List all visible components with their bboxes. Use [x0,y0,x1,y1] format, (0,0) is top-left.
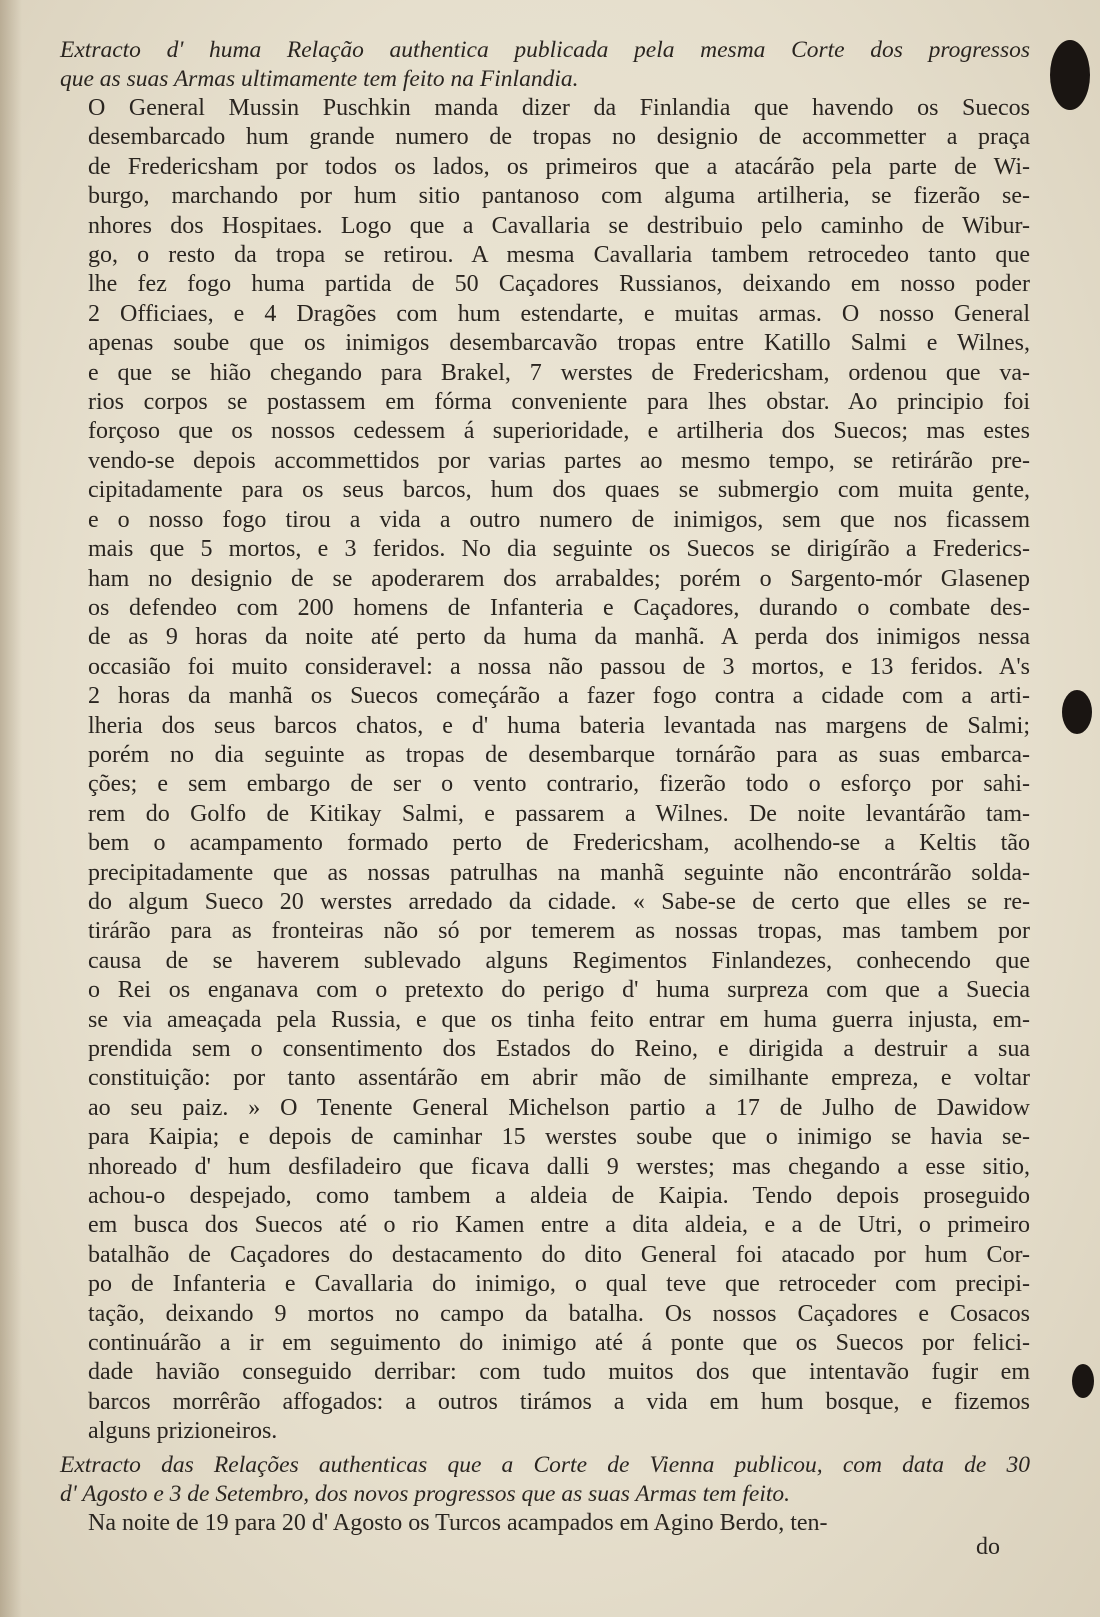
text-line: 2 Officiaes, e 4 Dragões com hum estendarte, e muitas armas. O nosso General [88,300,1030,327]
text-line: constituição: por tanto assentárão em abrir mão de similhante empreza, e voltar [88,1065,1030,1092]
heading-line: Extracto d' huma Relação authentica publicada pela mesma Corte dos progressos [60,37,1030,63]
text-line: rios corpos se postassem em fórma conveniente para lhes obstar. Ao principio foi [88,389,1030,416]
paragraph-finland-report [60,94,1030,1447]
text-line: nhores dos Hospitaes. Logo que a Cavallaria se destribuio pelo caminho de Wibur- [88,212,1030,239]
text-line: cipitadamente para os seus barcos, hum dos quaes se submergio com muita gente, [88,477,1030,504]
text-line: se via ameaçada pela Russia, e que os tinha feito entrar em huma guerra injusta, em- [88,1006,1030,1033]
text-line: po de Infanteria e Cavallaria do inimigo, o qual teve que retroceder com precipi- [88,1271,1030,1298]
text-line: tirárão para as fronteiras não só por temerem as nossas tropas, mas tambem por [88,918,1030,945]
text-line: go, o resto da tropa se retirou. A mesma Cavallaria tambem retrocedeo tanto que [88,242,1030,269]
text-line: do algum Sueco 20 werstes arredado da cidade. « Sabe-se de certo que elles se re- [88,888,1030,915]
text-line: e que se hião chegando para Brakel, 7 werstes de Fredericsham, ordenou que va- [88,359,1030,386]
text-line: O General Mussin Puschkin manda dizer da Finlandia que havendo os Suecos [88,95,1030,121]
heading-line: d' Agosto e 3 de Setembro, dos novos progressos que as suas Armas tem feito. [60,1480,791,1507]
text-line: de as 9 horas da noite até perto da huma da manhã. A perda dos inimigos nessa [88,624,1030,651]
text-line: dade havião conseguido derribar: com tudo muitos dos que intentavão fugir em [88,1359,1030,1386]
text-line: batalhão de Caçadores do destacamento do dito General foi atacado por hum Cor- [88,1241,1030,1268]
text-line: rem do Golfo de Kitikay Salmi, e passarem a Wilnes. De noite levantárão tam- [88,800,1030,827]
text-line: apenas soube que os inimigos desembarcavão tropas entre Katillo Salmi e Wilnes, [88,330,1030,357]
text-line: ções; e sem embargo de ser o vento contrario, fizerão todo o esforço por sahi- [88,771,1030,798]
page-edge-shadow [0,0,22,1617]
text-line: tação, deixando 9 mortos no campo da batalha. Os nossos Caçadores e Cosacos [88,1300,1030,1327]
text-line: occasião foi muito consideravel: a nossa não passou de 3 mortos, e 13 feridos. A's [88,653,1030,680]
section-heading-vienna [60,1451,1030,1509]
text-line: os defendeo com 200 homens de Infanteria e Caçadores, durando o combate des- [88,594,1030,621]
text-line: mais que 5 mortos, e 3 feridos. No dia seguinte os Suecos se dirigírão a Frederics- [88,536,1030,563]
text-line: forçoso que os nossos cedessem á superioridade, e artilheria dos Suecos; mas estes [88,418,1030,445]
ink-blot [1072,1364,1094,1398]
text-line: causa de se haverem sublevado alguns Regimentos Finlandezes, conhecendo que [88,947,1030,974]
text-line: prendida sem o consentimento dos Estados do Reino, e dirigida a destruir a sua [88,1036,1030,1062]
heading-line: Extracto das Relações authenticas que a Corte de Vienna publicou, com data de 30 [60,1451,1030,1478]
text-line: ao seu paiz. » O Tenente General Michelson partio a 17 de Julho de Dawidow [88,1094,1030,1121]
text-line: de Fredericsham por todos os lados, os primeiros que a atacárão pela parte de Wi- [88,153,1030,180]
text-line: desembarcado hum grande numero de tropas no designio de accommetter a praça [88,124,1030,151]
text-line: Na noite de 19 para 20 d' Agosto os Turcos acampados em Agino Berdo, ten- [88,1509,828,1536]
text-line: continuárão a ir em seguimento do inimigo até á ponte que os Suecos por felici- [88,1330,1030,1357]
text-line: o Rei os enganava com o pretexto do perigo d' huma surpreza com que a Suecia [88,977,1030,1004]
text-line: ham no designio de se apoderarem dos arrabaldes; porém o Sargento-mór Glasenep [88,565,1030,592]
heading-line: que as suas Armas ultimamente tem feito na Finlandia. [60,66,579,92]
text-line: para Kaipia; e depois de caminhar 15 werstes soube que o inimigo se havia se- [88,1124,1030,1151]
text-line: e o nosso fogo tirou a vida a outro numero de inimigos, sem que nos ficassem [88,506,1030,533]
text-line: lhe fez fogo huma partida de 50 Caçadores Russianos, deixando em nosso poder [88,271,1030,298]
text-line: bem o acampamento formado perto de Fredericsham, acolhendo-se a Keltis tão [88,830,1030,857]
catchword: do [976,1534,1000,1560]
text-line: burgo, marchando por hum sitio pantanoso com alguma artilheria, se fizerão se- [88,183,1030,210]
text-line: alguns prizioneiros. [88,1418,278,1445]
section-heading-finland [60,36,1030,94]
text-block [60,36,1030,1538]
text-line: porém no dia seguinte as tropas de desembarque tornárão para as suas embarca- [88,741,1030,768]
text-line: achou-o despejado, como tambem a aldeia de Kaipia. Tendo depois proseguido [88,1183,1030,1210]
ink-blot [1062,690,1092,734]
text-line: nhoreado d' hum desfiladeiro que ficava dalli 9 werstes; mas chegando a esse sitio, [88,1153,1030,1180]
ink-blot [1050,40,1090,110]
text-line: barcos morrêrão affogados: a outros tirámos a vida em hum bosque, e fizemos [88,1388,1030,1415]
text-line: vendo-se depois accommettidos por varias partes ao mesmo tempo, se retirárão pre- [88,447,1030,474]
paragraph-vienna-report [60,1509,1030,1538]
text-line: 2 horas da manhã os Suecos começárão a fazer fogo contra a cidade com a arti- [88,683,1030,710]
text-line: precipitadamente que as nossas patrulhas na manhã seguinte não encontrárão solda- [88,859,1030,886]
text-line: em busca dos Suecos até o rio Kamen entre a dita aldeia, e a de Utri, o primeiro [88,1212,1030,1239]
text-line: lheria dos seus barcos chatos, e d' huma bateria levantada nas margens de Salmi; [88,712,1030,739]
